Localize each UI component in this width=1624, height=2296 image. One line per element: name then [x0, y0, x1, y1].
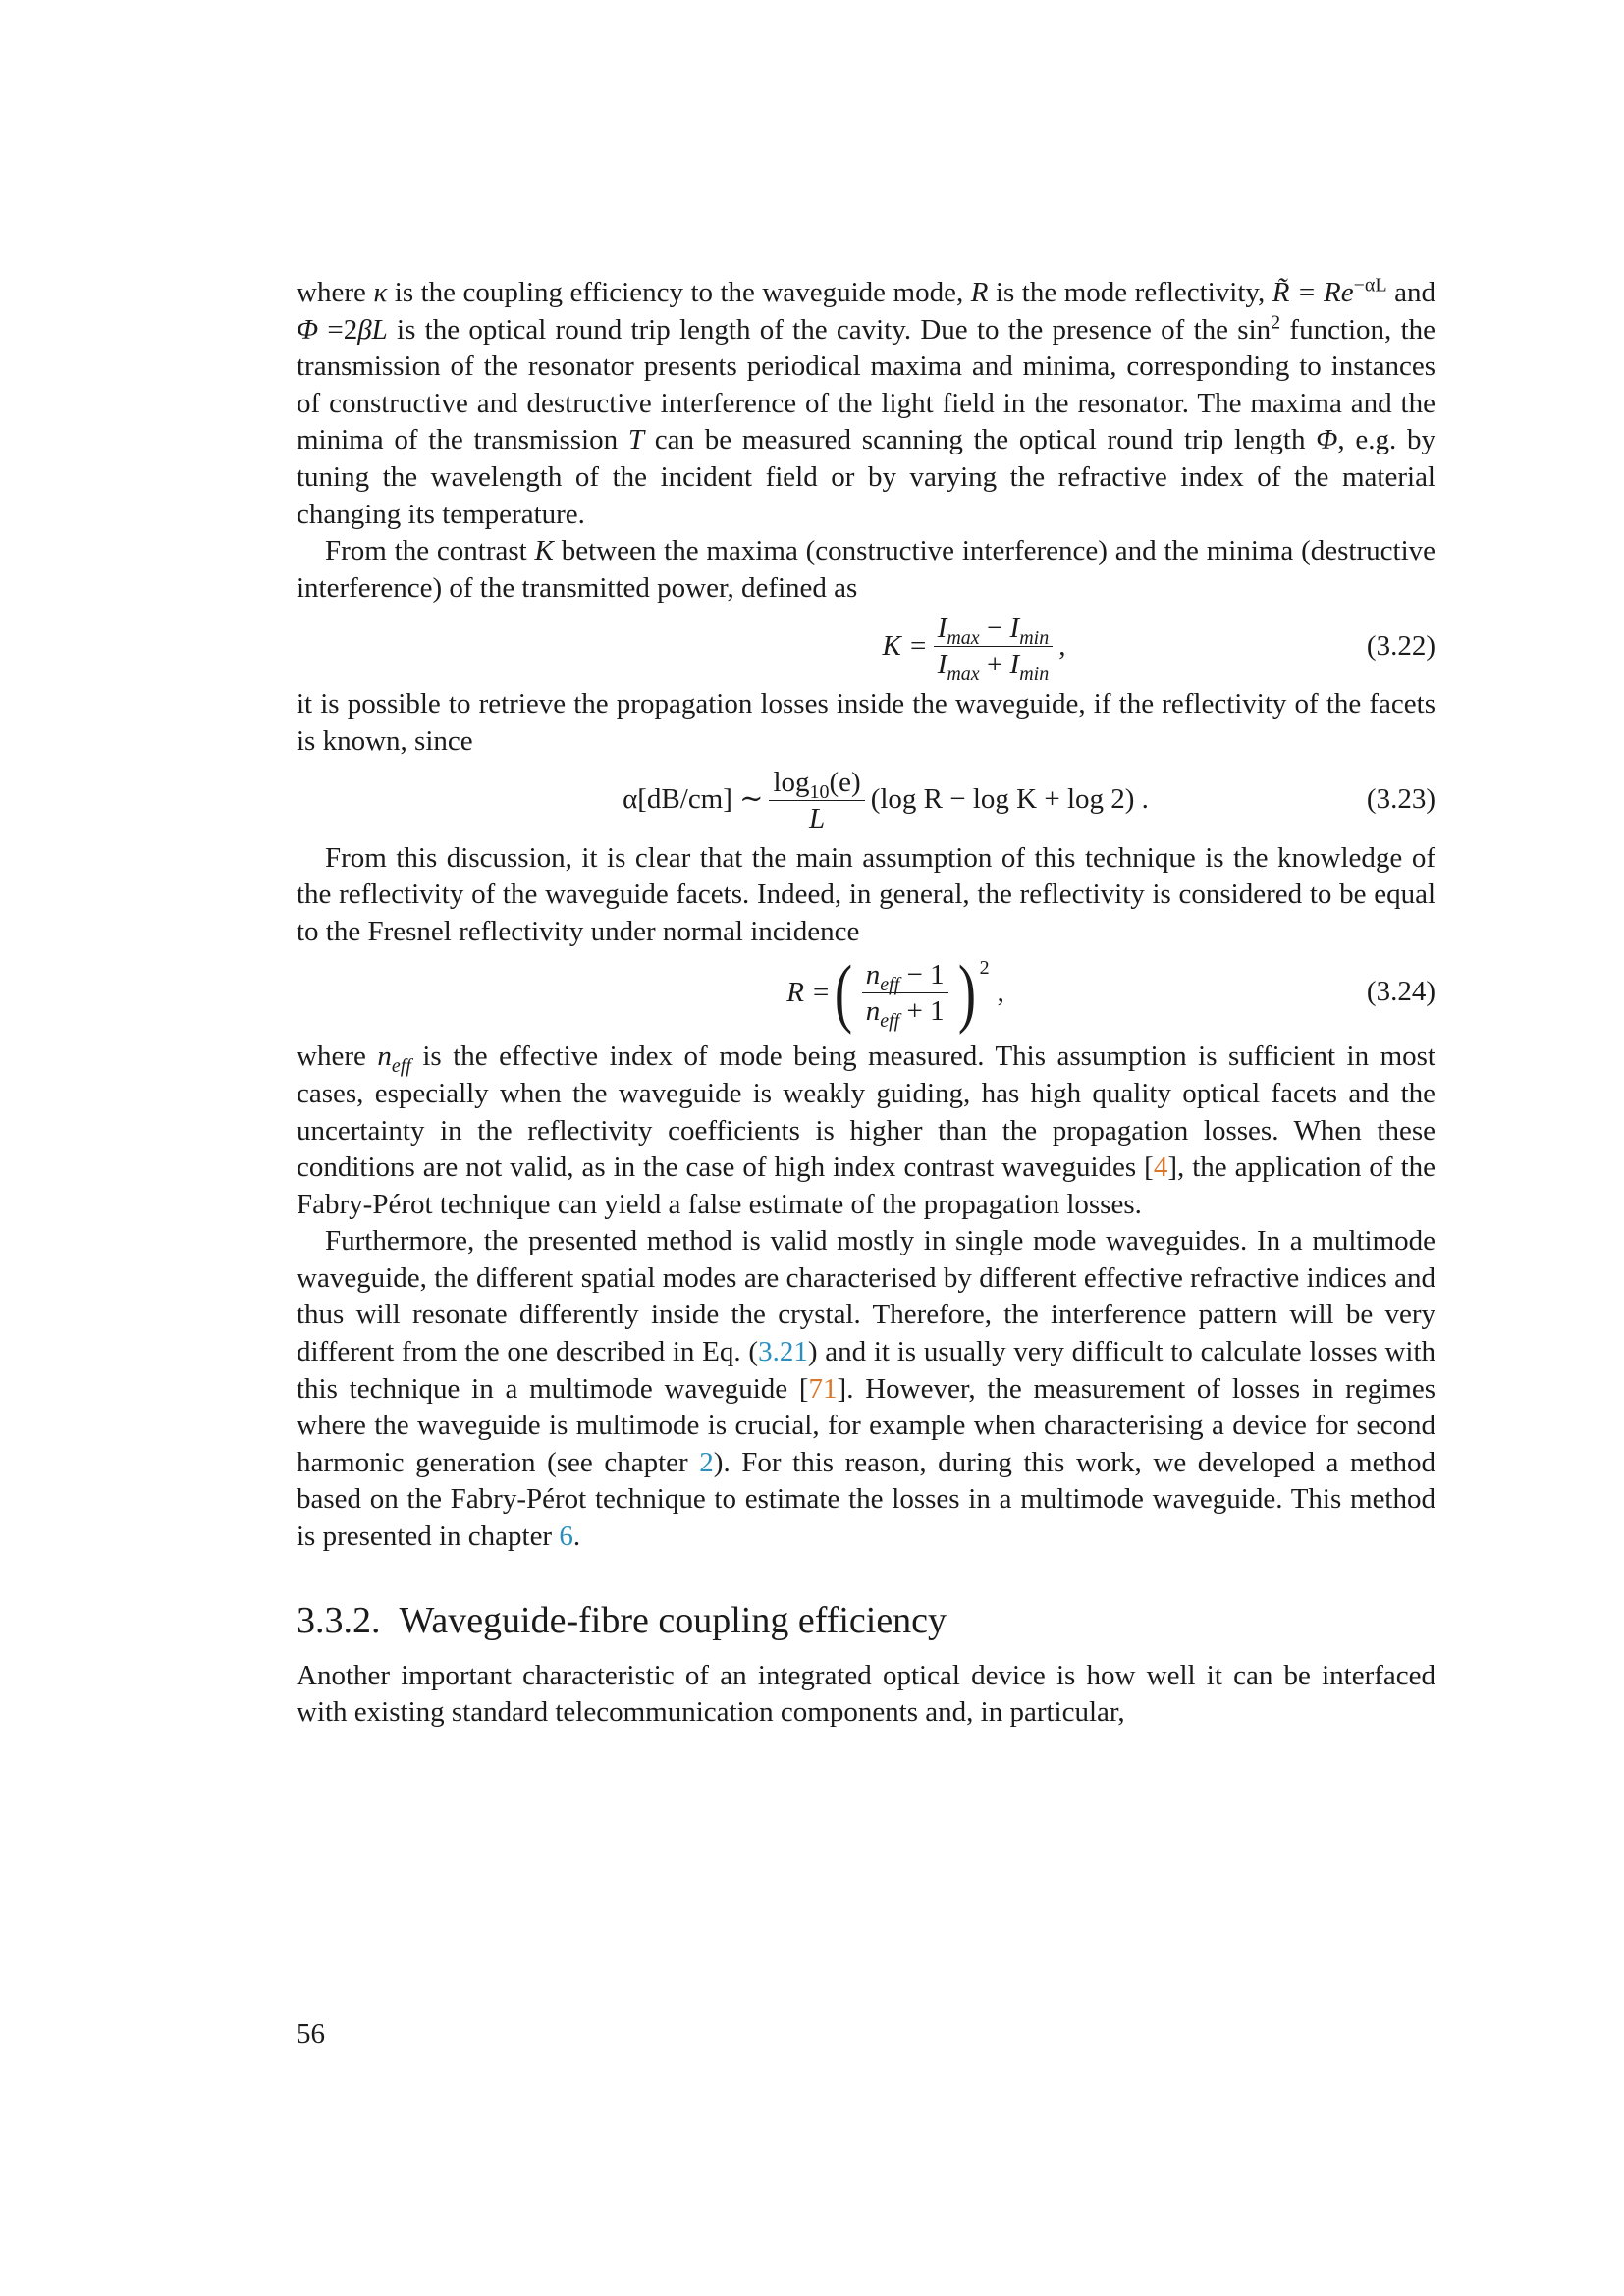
text: between the maxima (constructive interference) and the minima (destructive interference) of the transmitted power, defined as — [297, 535, 1436, 604]
equation-rhs: (log R − log K + log 2) . — [870, 783, 1149, 816]
symbol-r: R — [970, 277, 989, 308]
equation-number: (3.24) — [1366, 976, 1435, 1008]
section-number: 3.3.2. — [297, 1599, 381, 1641]
chapter-ref-link[interactable]: 6 — [559, 1521, 573, 1553]
equation-lhs: K = — [882, 630, 928, 663]
symbol-k: K — [534, 535, 554, 567]
text: =2 — [318, 313, 358, 346]
superscript: −αL — [1353, 274, 1387, 296]
denominator: L — [809, 802, 826, 834]
paragraph-5: where $n_{eff}$ is the effective index of mode being measured. This assumption is sufficient in most cases, especially when the waveguide is weakly guiding, has high quality optical facets and the uncertainty in the reflectivity coefficients is higher than the propagation losses. When these conditions are not valid, as in the case of high index contrast waveguides [4], the application of the Fabry-Pérot technique can yield a false estimate of the propagation losses. — [297, 1041, 1435, 1220]
symbol-phi: Φ — [297, 313, 319, 346]
paragraph-6: Furthermore, the presented method is valid mostly in single mode waveguides. In a multimode waveguide, the different spatial modes are characterised by different effective refractive indices and thus will resonate differently inside the crystal. Therefore, the interference pattern will be very different from the one described in Eq. (3.21) and it is usually very difficult to calculate losses with this technique in a multimode waveguide [71]. However, the measurement of losses in regimes where the waveguide is multimode is crucial, for example when characterising a device for second harmonic generation (see chapter 2). For this reason, during this work, we developed a method based on the Fabry-Pérot technique to estimate the losses in a multimode waveguide. This method is presented in chapter 6. — [297, 1225, 1435, 1553]
symbol-t: T — [627, 424, 645, 456]
equation-lhs: R = — [786, 976, 831, 1008]
punctuation: , — [997, 976, 1004, 1008]
citation-link[interactable]: 4 — [1153, 1151, 1168, 1184]
fraction — [934, 613, 1054, 686]
chapter-ref-link[interactable]: 2 — [699, 1446, 714, 1478]
equation-3-23 — [297, 767, 1435, 834]
left-paren: ( — [834, 949, 852, 1036]
symbol-phi: Φ — [1316, 424, 1338, 456]
numerator: $n_{eff} - 1$ — [862, 959, 948, 993]
equation-number: (3.23) — [1366, 783, 1435, 816]
equation-3-24: R = ( $\frac{n_{eff} - 1}{n_{eff} + 1}$ ) 2 , (3.24) — [786, 949, 1435, 1036]
numerator: $I_{max} - I_{min}$ — [934, 613, 1054, 647]
denominator: $n_{eff} + 1$ — [865, 994, 945, 1032]
section-heading — [297, 1599, 1435, 1642]
superscript: 2 — [1271, 310, 1281, 333]
denominator: $I_{max} + I_{min}$ — [937, 649, 1050, 686]
symbol-r-tilde: R̃ = Re — [1272, 277, 1354, 308]
equation-number: (3.22) — [1366, 630, 1435, 663]
text: function, the transmission of the resonator presents periodical maxima and minima, corresponding to instances of constructive and destructive interference of the light field in the resonator. The maxima and the minima of the transmission — [297, 313, 1435, 456]
text: is the mode reflectivity, — [988, 277, 1266, 308]
text: is the optical round trip length of the cavity. Due to the presence of the — [387, 313, 1238, 346]
paragraph-1 — [297, 275, 1435, 533]
page-number: 56 — [297, 2018, 325, 2050]
section-title: Waveguide-fibre coupling efficiency — [399, 1599, 947, 1641]
numerator: $\log_{10}(e)$ — [769, 767, 864, 801]
citation-link[interactable]: 71 — [808, 1372, 838, 1405]
symbol-n: n — [377, 1041, 392, 1073]
punctuation: , — [1058, 630, 1066, 663]
text: is the coupling efficiency to the waveguide mode, — [387, 277, 971, 308]
paragraph-2 — [297, 533, 1435, 607]
text: , e.g. by tuning the wavelength of the incident field or by varying the refractive index of the material changing its temperature. — [297, 424, 1435, 530]
equation-lhs: α[dB/cm] ∼ — [623, 783, 764, 816]
sin-function: sin — [1237, 313, 1272, 346]
symbol-kappa: κ — [373, 277, 388, 308]
text: can be measured scanning the optical round trip length — [644, 424, 1317, 456]
equation-ref-link[interactable]: 3.21 — [758, 1336, 808, 1368]
fraction — [769, 767, 864, 834]
text: From the contrast — [325, 535, 535, 567]
paragraph-4: From this discussion, it is clear that the main assumption of this technique is the knowledge of the reflectivity of the waveguide facets. Indeed, in general, the reflectivity is considered to be equal to the Fresnel reflectivity under normal incidence — [297, 841, 1435, 947]
symbol-beta-l: βL — [357, 313, 388, 346]
paragraph-3: it is possible to retrieve the propagation losses inside the waveguide, if the reflectivity of the facets is known, since — [297, 688, 1435, 757]
right-paren: ) — [957, 949, 976, 1036]
text: and — [1386, 277, 1435, 308]
equation-3-22 — [297, 613, 1435, 686]
page-body — [297, 275, 1435, 1732]
fraction — [862, 958, 948, 1032]
text: where — [297, 277, 374, 308]
paragraph-7: Another important characteristic of an integrated optical device is how well it can be interfaced with existing standard telecommunication components and, in particular, — [297, 1659, 1435, 1729]
